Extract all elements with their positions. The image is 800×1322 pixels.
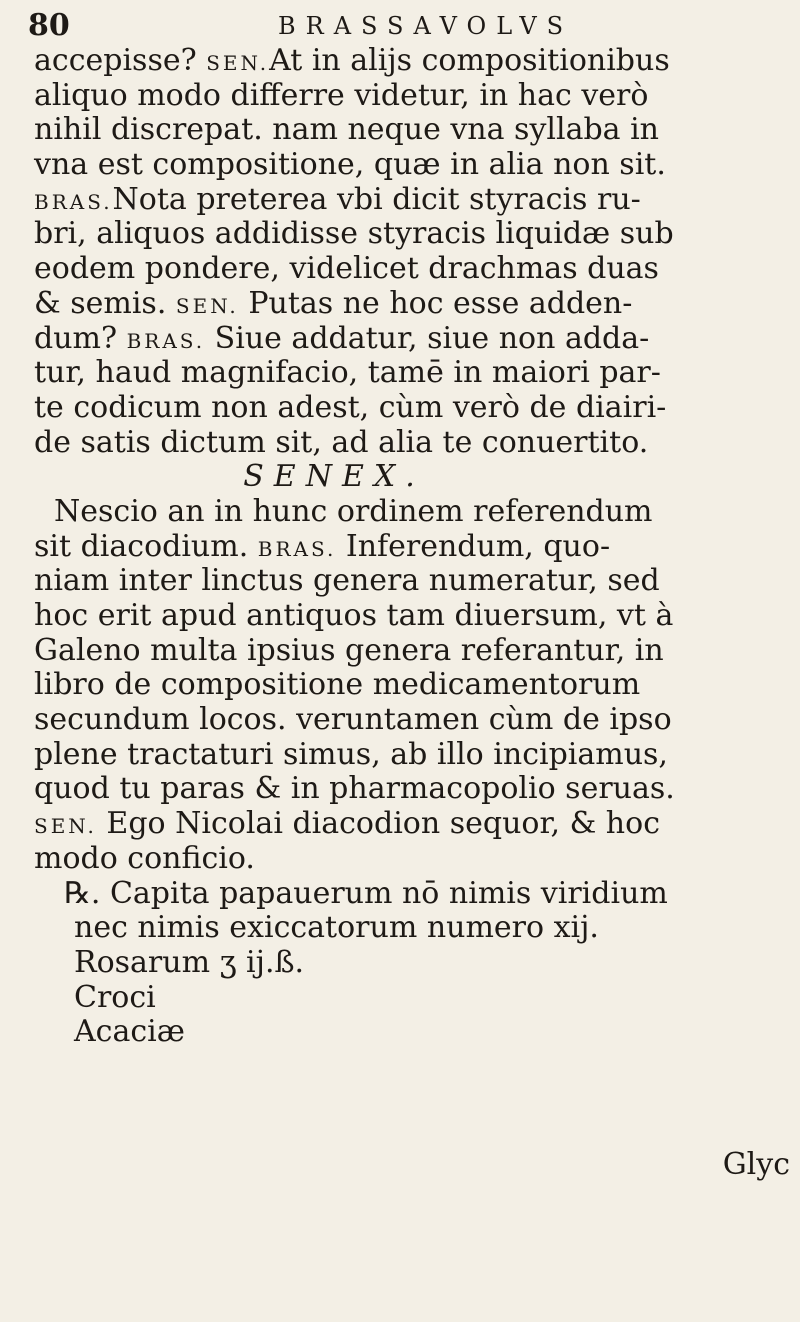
text-line: ℞. Capita papauerum nō nimis viridium bbox=[64, 875, 668, 911]
text-line bbox=[34, 530, 774, 565]
speaker-label: BRAS. bbox=[126, 328, 206, 353]
text-span: Nota preterea vbi dicit styracis ru- bbox=[112, 181, 641, 217]
text-span: At in alijs compositionibus bbox=[269, 43, 670, 78]
speaker-label: SEN. bbox=[206, 51, 270, 75]
text-span: sit diacodium. bbox=[34, 528, 258, 564]
speaker-label: BRAS. bbox=[257, 536, 337, 561]
text-line: Galeno multa ipsius genera referantur, in bbox=[34, 632, 664, 668]
text-line: Nescio an in hunc ordinem referendum bbox=[54, 493, 653, 529]
page-number: 80 bbox=[28, 8, 70, 43]
text-line: vna est compositione, quæ in alia non sit. bbox=[34, 147, 666, 183]
text-line: hoc erit apud antiquos tam diuersum, vt à bbox=[34, 598, 674, 633]
ingredient-line: Croci bbox=[74, 979, 156, 1015]
text-line: niam inter linctus genera numeratur, sed bbox=[34, 563, 660, 599]
text-line: te codicum non adest, cùm verò de diairi- bbox=[34, 389, 667, 425]
text-line bbox=[34, 807, 774, 842]
text-line: nec nimis exiccatorum numero xij. bbox=[74, 910, 599, 946]
text-line: de satis dictum sit, ad alia te conuertito. bbox=[34, 424, 649, 460]
text-line: modo conficio. bbox=[34, 840, 255, 876]
speaker-label: SEN. bbox=[34, 814, 97, 839]
text-line bbox=[34, 183, 774, 218]
text-span: Ego Nicolai diacodion sequor, & hoc bbox=[96, 806, 660, 842]
text-span: & semis. bbox=[34, 285, 176, 321]
body-text bbox=[34, 44, 774, 1050]
text-line bbox=[34, 44, 774, 79]
text-line bbox=[34, 287, 774, 322]
text-span: accepisse? bbox=[34, 43, 207, 78]
text-line: quod tu paras & in pharmacopolio seruas. bbox=[34, 771, 675, 807]
text-line: tur, haud magnifacio, tamē in maiori par- bbox=[34, 355, 661, 391]
text-line: plene tractaturi simus, ab illo incipiamus, bbox=[34, 736, 668, 772]
ingredient-line: Acaciæ bbox=[74, 1014, 185, 1050]
running-head: BRASSAVOLVS bbox=[278, 12, 574, 40]
text-line: secundum locos. veruntamen cùm de ipso bbox=[34, 702, 672, 738]
section-title: SENEX. bbox=[243, 459, 425, 495]
ingredient-line: Rosarum ʒ ij.ß. bbox=[74, 944, 305, 980]
text-line: libro de compositione medicamentorum bbox=[34, 667, 641, 703]
text-line bbox=[34, 322, 774, 357]
speaker-label: SEN. bbox=[175, 293, 239, 318]
text-span: Siue addatur, siue non adda- bbox=[205, 320, 650, 356]
catchword: Glyc bbox=[722, 1147, 790, 1182]
text-line: nihil discrepat. nam neque vna syllaba in bbox=[34, 112, 660, 148]
speaker-label: BRAS. bbox=[34, 189, 113, 214]
text-line: bri, aliquos addidisse styracis liquidæ sub bbox=[34, 216, 674, 252]
text-line: eodem pondere, videlicet drachmas duas bbox=[34, 251, 659, 287]
text-span: dum? bbox=[34, 320, 127, 356]
text-span: Inferendum, quo- bbox=[336, 528, 611, 564]
text-span: Putas ne hoc esse adden- bbox=[238, 285, 633, 321]
text-line: aliquo modo differre videtur, in hac verò bbox=[34, 77, 649, 113]
